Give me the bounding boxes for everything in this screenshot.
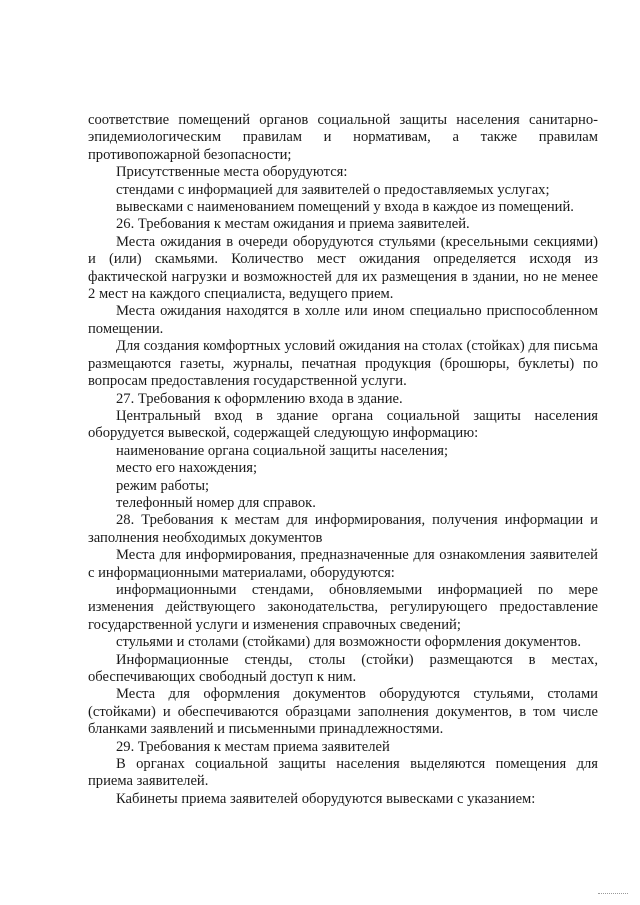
paragraph-info-stands-updated: информационными стендами, обновляемыми информацией по мере изменения действующего законодательства, регулирующего предоставление государственной услуги и изменения справочных сведений; <box>88 581 598 633</box>
paragraph-cabinet-signs: Кабинеты приема заявителей оборудуются вывесками с указанием: <box>116 790 536 807</box>
paragraph-public-places: Присутственные места оборудуются: <box>116 164 348 181</box>
list-item-phone: телефонный номер для справок. <box>116 494 316 511</box>
section-heading-29: 29. Требования к местам приема заявителей <box>116 738 390 755</box>
list-item-organ-name: наименование органа социальной защиты населения; <box>116 442 449 459</box>
paragraph-info-places: Места для информирования, предназначенные для ознакомления заявителей с информационными материалами, оборудуются: <box>88 547 598 581</box>
paragraph-waiting-location: Места ожидания находятся в холле или ином специально приспособленном помещении. <box>88 303 598 337</box>
list-item-working-hours: режим работы; <box>116 477 210 494</box>
paragraph-chairs-tables: стульями и столами (стойками) для возможности оформления документов. <box>116 634 581 651</box>
paragraph-waiting-seats: Места ожидания в очереди оборудуются стульями (кресельными секциями) и (или) скамьями. Количество мест ожидания определяется исходя из фактической нагрузки и возможностей для их размещения в здании, но не менее 2 мест на каждого специалиста, ведущего прием. <box>88 233 598 303</box>
section-heading-27: 27. Требования к оформлению входа в здание. <box>116 390 403 407</box>
paragraph-comfort-conditions: Для создания комфортных условий ожидания на столах (стойках) для письма размещаются газеты, журналы, печатная продукция (брошюры, буклеты) по вопросам предоставления государственной услуги. <box>88 338 598 390</box>
paragraph-info-stands: стендами с информацией для заявителей о предоставляемых услугах; <box>116 181 550 198</box>
paragraph-signboards: вывесками с наименованием помещений у входа в каждое из помещений. <box>116 199 574 216</box>
section-heading-28: 28. Требования к местам для информирования, получения информации и заполнения необходимых документов <box>88 512 598 546</box>
section-heading-26: 26. Требования к местам ожидания и приема заявителей. <box>116 216 470 233</box>
paragraph-stands-placement: Информационные стенды, столы (стойки) размещаются в местах, обеспечивающих свободный доступ к ним. <box>88 651 598 685</box>
document-body <box>88 112 598 808</box>
list-item-location: место его нахождения; <box>116 460 258 477</box>
scan-artifact-mark <box>598 893 628 896</box>
paragraph-reception-rooms: В органах социальной защиты населения выделяются помещения для приема заявителей. <box>88 756 598 790</box>
paragraph-central-entrance: Центральный вход в здание органа социальной защиты населения оборудуется вывеской, содержащей следующую информацию: <box>88 407 598 442</box>
paragraph-premises-compliance: соответствие помещений органов социальной защиты населения санитарно-эпидемиологическим правилам и нормативам, а также правилам противопожарной безопасности; <box>88 112 598 163</box>
paragraph-document-forms: Места для оформления документов оборудуются стульями, столами (стойками) и обеспечиваются образцами заполнения документов, в том числе бланками заявлений и письменными принадлежностями. <box>88 686 598 738</box>
